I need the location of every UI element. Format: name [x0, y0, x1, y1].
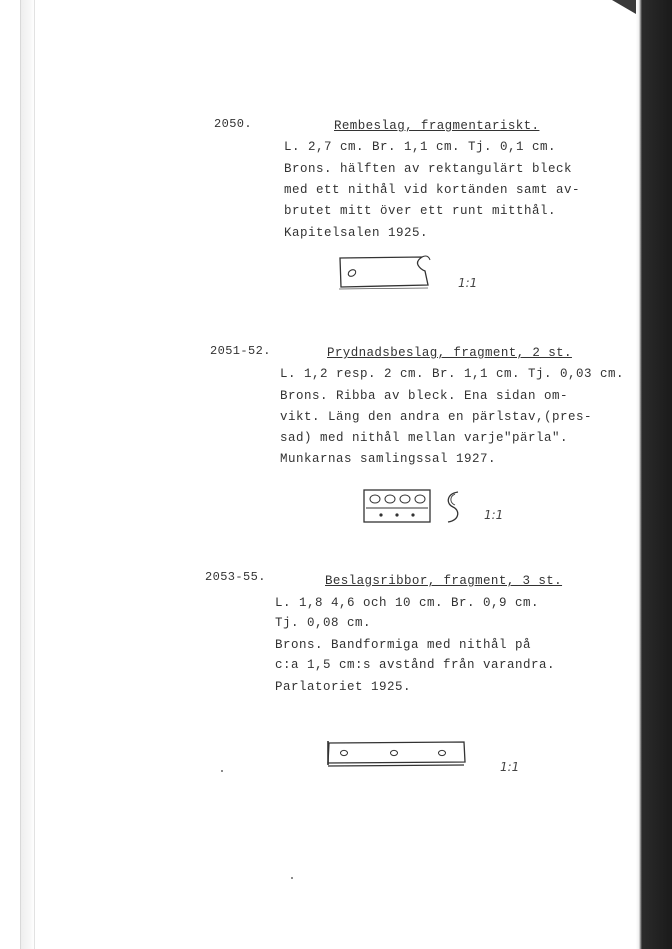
scale-label: 1:1	[484, 508, 504, 522]
binding-crease	[34, 0, 35, 949]
sketch-mounting-fragment	[336, 254, 436, 294]
entry-line: Brons. hälften av rektangulärt bleck	[284, 162, 573, 176]
entry-line: Tj. 0,08 cm.	[275, 616, 372, 630]
entry-line: vikt. Läng den andra en pärlstav,(pres-	[280, 410, 593, 424]
paper-speck	[221, 770, 223, 772]
sketch-bead-strip	[362, 488, 472, 528]
entry-line: L. 2,7 cm. Br. 1,1 cm. Tj. 0,1 cm.	[284, 140, 557, 154]
entry-number: 2053-55.	[205, 570, 266, 584]
entry-line: Kapitelsalen 1925.	[284, 226, 429, 240]
sketch-strip-fragment	[326, 738, 472, 770]
entry-line: brutet mitt över ett runt mitthål.	[284, 204, 557, 218]
entry-line: med ett nithål vid kortänden samt av-	[284, 183, 581, 197]
entry-title: Beslagsribbor, fragment, 3 st.	[325, 574, 563, 588]
entry-line: Munkarnas samlingssal 1927.	[280, 452, 497, 466]
scale-label: 1:1	[458, 276, 478, 290]
entry-number: 2051-52.	[210, 344, 271, 358]
page-right-edge	[636, 0, 672, 949]
binding-shadow	[20, 0, 35, 949]
page-corner	[612, 0, 636, 14]
entry-line: L. 1,8 4,6 och 10 cm. Br. 0,9 cm.	[275, 596, 540, 610]
entry-line: sad) med nithål mellan varje"pärla".	[280, 431, 569, 445]
scale-label: 1:1	[500, 760, 520, 774]
entry-line: L. 1,2 resp. 2 cm. Br. 1,1 cm. Tj. 0,03 cm.	[280, 367, 625, 381]
paper-speck	[291, 877, 293, 879]
entry-line: Parlatoriet 1925.	[275, 680, 412, 694]
entry-line: Brons. Ribba av bleck. Ena sidan om-	[280, 389, 569, 403]
entry-line: Brons. Bandformiga med nithål på	[275, 638, 532, 652]
entry-title: Prydnadsbeslag, fragment, 2 st.	[327, 346, 572, 360]
entry-title: Rembeslag, fragmentariskt.	[334, 119, 540, 133]
entry-line: c:a 1,5 cm:s avstånd från varandra.	[275, 658, 556, 672]
entry-number: 2050.	[214, 117, 253, 131]
